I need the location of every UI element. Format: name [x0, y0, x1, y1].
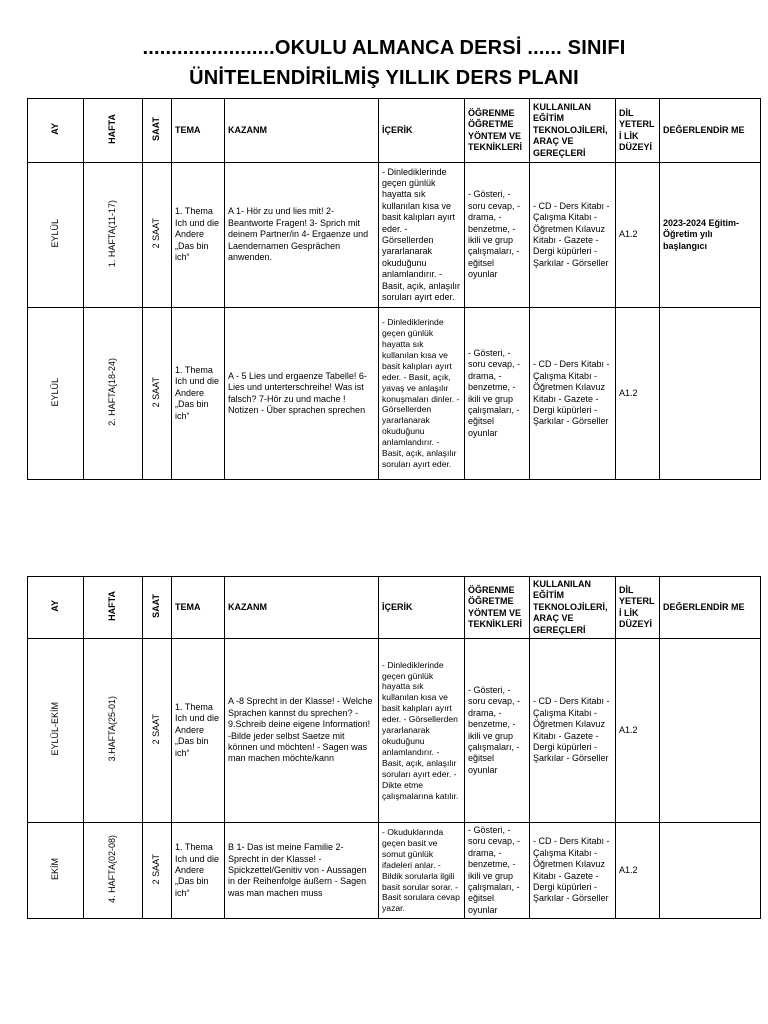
- document-title-line1: .......................OKULU ALMANCA DERSİ ...... SINIFI: [142, 37, 626, 59]
- cell-icerik: - Dinlediklerinde geçen günlük hayatta sık kullanılan kısa ve basit kalıpları ayırt eder. - Görsellerden yararlanarak okuduğunu anlamlandırır. - Basit, açık, anlaşılır soruları ayırt eder.: [379, 163, 465, 308]
- cell-kazanim: A -8 Sprecht in der Klasse! - Welche Sprachen kannst du sprechen? - 9.Schreib deine eigene Information! -Bilde jeder selbst Saetze mit können und möchten! - Sagen was man machen möchte/kann: [225, 639, 379, 823]
- cell-tema: 1. Thema Ich und die Andere „Das bin ich“: [172, 823, 225, 919]
- cell-hafta: 1. HAFTA(11-17): [84, 163, 143, 308]
- cell-hafta: 3.HAFTA(25-01): [84, 639, 143, 823]
- cell-degerlendirme: [660, 823, 761, 919]
- cell-arac: - CD - Ders Kitabı - Çalışma Kitabı - Öğretmen Kılavuz Kitabı - Gazete - Dergi küpürleri - Şarkılar - Görseller: [530, 639, 616, 823]
- header-icerik: İÇERİK: [379, 577, 465, 639]
- header-kazanim: KAZANM: [225, 99, 379, 163]
- cell-degerlendirme: [660, 308, 761, 480]
- header-tema: TEMA: [172, 99, 225, 163]
- cell-kazanim: A 1- Hör zu und lies mit! 2- Beantworte Fragen! 3- Sprich mit deinem Partner/in 4- Ergaenze und Laendernamen Gesprächen anwenden.: [225, 163, 379, 308]
- header-saat: SAAT: [143, 99, 172, 163]
- cell-saat: 2 SAAT: [143, 823, 172, 919]
- cell-yontem: - Gösteri, - soru cevap, - drama, - benzetme, - ikili ve grup çalışmaları, - eğitsel oyunlar: [465, 823, 530, 919]
- cell-icerik: - Dinlediklerinde geçen günlük hayatta sık kullanılan kısa ve basit kalıpları ayırt eder. - Görsellerden yararlanarak okuduğunu anlamlandırır. - Basit, açık, anlaşılır soruları ayırt eder. - Dikte etme çalışmalarına katılır.: [379, 639, 465, 823]
- header-kazanim: KAZANM: [225, 577, 379, 639]
- cell-ay: EYLÜL-EKİM: [28, 639, 84, 823]
- cell-arac: - CD - Ders Kitabı - Çalışma Kitabı - Öğretmen Kılavuz Kitabı - Gazete - Dergi küpürleri - Şarkılar - Görseller: [530, 163, 616, 308]
- header-ay: AY: [28, 577, 84, 639]
- cell-kazanim: B 1- Das ist meine Familie 2- Sprecht in der Klasse! - Spickzettel/Genitiv von - Aussagen in der Reihenfolge äußern - Sagen was man machen muss: [225, 823, 379, 919]
- header-ay: AY: [28, 99, 84, 163]
- table-header-row: [28, 577, 761, 639]
- header-saat: SAAT: [143, 577, 172, 639]
- header-icerik: İÇERİK: [379, 99, 465, 163]
- table-header-row: [28, 99, 761, 163]
- table-row: [28, 639, 761, 823]
- cell-dil: A1.2: [616, 163, 660, 308]
- cell-dil: A1.2: [616, 308, 660, 480]
- table-row: [28, 308, 761, 480]
- table-row: [28, 163, 761, 308]
- header-dil: DİL YETERLİ LİK DÜZEYİ: [616, 577, 660, 639]
- cell-icerik: - Okuduklarında geçen basit ve somut günlük ifadeleri anlar. - Bildik sorularla ilgili basit sorular sorar. - Basit sorulara cevap yazar.: [379, 823, 465, 919]
- cell-arac: - CD - Ders Kitabı - Çalışma Kitabı - Öğretmen Kılavuz Kitabı - Gazete - Dergi küpürleri - Şarkılar - Görseller: [530, 308, 616, 480]
- cell-degerlendirme: 2023-2024 Eğitim-Öğretim yılı başlangıcı: [660, 163, 761, 308]
- cell-ay: EKİM: [28, 823, 84, 919]
- header-degerlendirme: DEĞERLENDİR ME: [660, 99, 761, 163]
- cell-degerlendirme: [660, 639, 761, 823]
- plan-table-1: [27, 98, 761, 480]
- cell-yontem: - Gösteri, - soru cevap, - drama, - benzetme, - ikili ve grup çalışmaları, - eğitsel oyunlar: [465, 639, 530, 823]
- header-dil: DİL YETERLİ LİK DÜZEYİ: [616, 99, 660, 163]
- cell-yontem: - Gösteri, - soru cevap, - drama, - benzetme, - ikili ve grup çalışmaları, - eğitsel oyunlar: [465, 163, 530, 308]
- plan-table-2: [27, 576, 761, 919]
- header-hafta: HAFTA: [84, 99, 143, 163]
- header-yontem: ÖĞRENME ÖĞRETME YÖNTEM VE TEKNİKLERİ: [465, 99, 530, 163]
- header-arac: KULLANILAN EĞİTİM TEKNOLOJİLERİ, ARAÇ VE GEREÇLERİ: [530, 577, 616, 639]
- header-hafta: HAFTA: [84, 577, 143, 639]
- header-degerlendirme: DEĞERLENDİR ME: [660, 577, 761, 639]
- cell-ay: EYLÜL: [28, 163, 84, 308]
- cell-tema: 1. Thema Ich und die Andere „Das bin ich“: [172, 163, 225, 308]
- cell-hafta: 4. HAFTA(02-08): [84, 823, 143, 919]
- header-arac: KULLANILAN EĞİTİM TEKNOLOJİLERİ, ARAÇ VE GEREÇLERİ: [530, 99, 616, 163]
- cell-saat: 2 SAAT: [143, 308, 172, 480]
- cell-dil: A1.2: [616, 639, 660, 823]
- document-title-line2: ÜNİTELENDİRİLMİŞ YILLIK DERS PLANI: [189, 67, 579, 89]
- cell-tema: 1. Thema Ich und die Andere „Das bin ich“: [172, 308, 225, 480]
- cell-ay: EYLÜL: [28, 308, 84, 480]
- header-yontem: ÖĞRENME ÖĞRETME YÖNTEM VE TEKNİKLERİ: [465, 577, 530, 639]
- cell-icerik: - Dinlediklerinde geçen günlük hayatta sık kullanılan kısa ve basit kalıpları ayırt eder. - Basit, açık, yavaş ve anlaşılır konuşmaları dinler. - Görsellerden yararlanarak okuduğunu anlamlandırır. - Basit, açık, anlaşılır soruları ayırt eder.: [379, 308, 465, 480]
- cell-dil: A1.2: [616, 823, 660, 919]
- cell-tema: 1. Thema Ich und die Andere „Das bin ich“: [172, 639, 225, 823]
- cell-saat: 2 SAAT: [143, 163, 172, 308]
- cell-kazanim: A - 5 Lies und ergaenze Tabelle! 6- Lies und unterterschreihe! Was ist falsch? 7-Hör zu und mache ! Notizen - Über sprachen sprechen: [225, 308, 379, 480]
- cell-hafta: 2. HAFTA(18-24): [84, 308, 143, 480]
- cell-saat: 2 SAAT: [143, 639, 172, 823]
- cell-arac: - CD - Ders Kitabı - Çalışma Kitabı - Öğretmen Kılavuz Kitabı - Gazete - Dergi küpürleri - Şarkılar - Görseller: [530, 823, 616, 919]
- cell-yontem: - Gösteri, - soru cevap, - drama, - benzetme, - ikili ve grup çalışmaları, - eğitsel oyunlar: [465, 308, 530, 480]
- header-tema: TEMA: [172, 577, 225, 639]
- table-row: [28, 823, 761, 919]
